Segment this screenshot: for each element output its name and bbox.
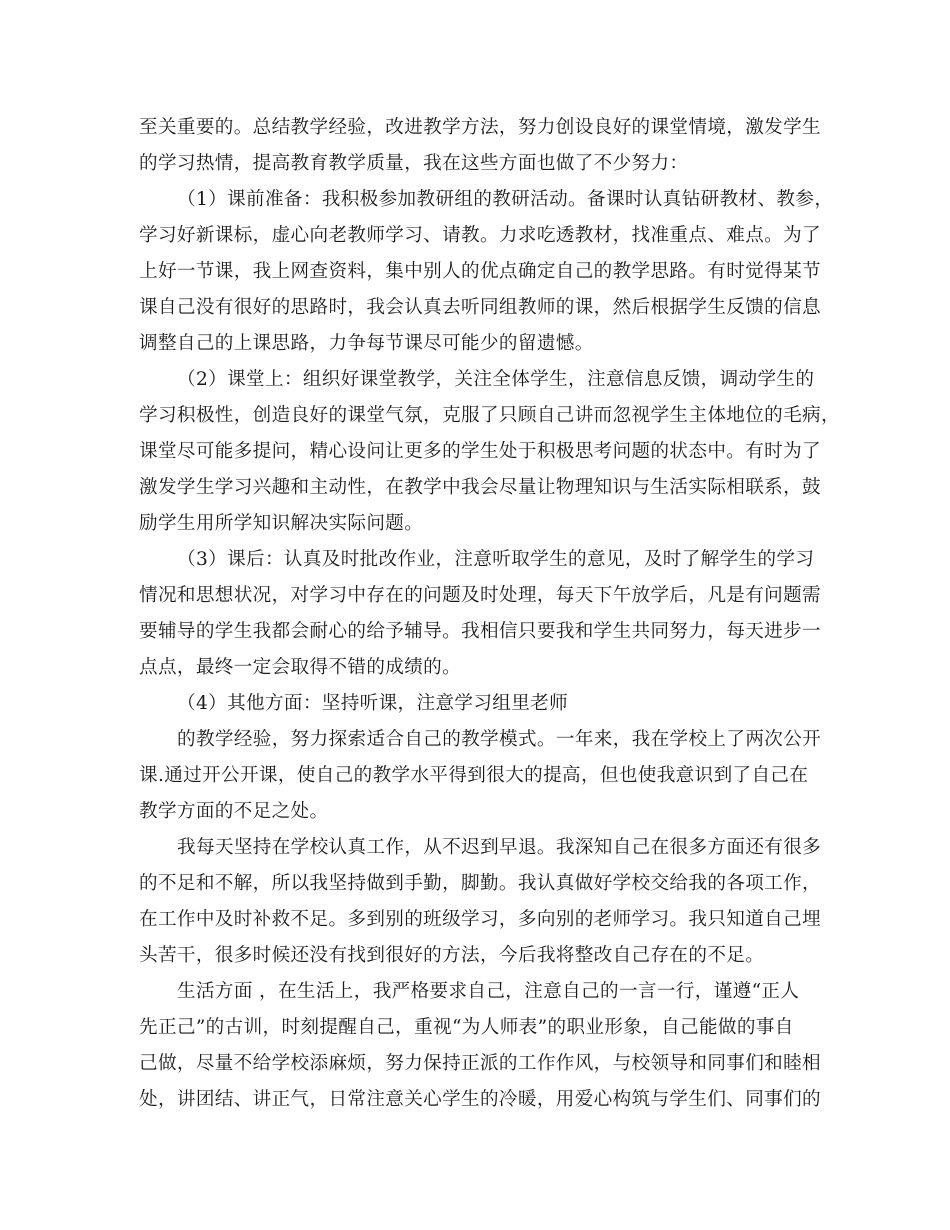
text-line: 励学生用所学知识解决实际问题。 xyxy=(139,513,424,534)
text-line: 上好一节课，我上网查资料，集中别人的优点确定自己的教学思路。有时觉得某节 xyxy=(139,261,821,282)
text-line: 课.通过开公开课，使自己的教学水平得到很大的提高，但也使我意识到了自己在 xyxy=(139,765,809,786)
text-line: 激发学生学习兴趣和主动性，在教学中我会尽量让物理知识与生活实际相联系，鼓 xyxy=(139,477,821,498)
text-line: 学习好新课标，虚心向老教师学习、请教。力求吃透教材，找准重点、难点。为了 xyxy=(139,225,821,246)
text-line: 学习积极性，创造良好的课堂气氛，克服了只顾自己讲而忽视学生主体地位的毛病， xyxy=(139,405,840,426)
text-line: 要辅导的学生我都会耐心的给予辅导。我相信只要我和学生共同努力，每天进步一 xyxy=(139,621,821,642)
text-line: 先正己”的古训，时刻提醒自己，重视“为人师表”的职业形象，自己能做的事自 xyxy=(139,1017,794,1038)
text-line: 的学习热情，提高教育教学质量，我在这些方面也做了不少努力： xyxy=(139,153,689,174)
text-line: 情况和思想状况，对学习中存在的问题及时处理，每天下午放学后，凡是有问题需 xyxy=(139,585,821,606)
document-body xyxy=(139,110,840,1118)
text-line: 课自己没有很好的思路时，我会认真去听同组教师的课，然后根据学生反馈的信息 xyxy=(139,297,821,318)
text-line: 处，讲团结、讲正气，日常注意关心学生的冷暖，用爱心构筑与学生们、同事们的 xyxy=(139,1089,821,1110)
text-line: 点点，最终一定会取得不错的成绩的。 xyxy=(139,657,462,678)
text-line: 我每天坚持在学校认真工作，从不迟到早退。我深知自己在很多方面还有很多 xyxy=(177,837,822,858)
text-line: （3）课后：认真及时批改作业，注意听取学生的意见，及时了解学生的学习 xyxy=(177,549,815,570)
text-line: 调整自己的上课思路，力争每节课尽可能少的留遗憾。 xyxy=(139,333,594,354)
text-line: 头苦干，很多时候还没有找到很好的方法，今后我将整改自己存在的不足。 xyxy=(139,945,765,966)
text-line: 己做，尽量不给学校添麻烦，努力保持正派的工作作风，与校领导和同事们和睦相 xyxy=(139,1053,821,1074)
text-line: 教学方面的不足之处。 xyxy=(139,801,329,822)
text-line: 至关重要的。总结教学经验，改进教学方法，努力创设良好的课堂情境，激发学生 xyxy=(139,117,821,138)
text-line: （2）课堂上：组织好课堂教学，关注全体学生，注意信息反馈，调动学生的 xyxy=(177,369,815,390)
text-line: 在工作中及时补救不足。多到别的班级学习，多向别的老师学习。我只知道自己埋 xyxy=(139,909,821,930)
text-line: 的教学经验，努力探索适合自己的教学模式。一年来，我在学校上了两次公开 xyxy=(177,729,822,750)
text-line: 的不足和不解，所以我坚持做到手勤，脚勤。我认真做好学校交给我的各项工作， xyxy=(139,873,821,894)
text-line: （4）其他方面：坚持听课，注意学习组里老师 xyxy=(177,693,569,714)
text-line: 生活方面 ，在生活上，我严格要求自己，注意自己的一言一行，谨遵“正人 xyxy=(177,981,800,1002)
text-line: （1）课前准备：我积极参加教研组的教研活动。备课时认真钻研教材、教参， xyxy=(177,189,834,210)
text-line: 课堂尽可能多提问，精心设问让更多的学生处于积极思考问题的状态中。有时为了 xyxy=(139,441,821,462)
